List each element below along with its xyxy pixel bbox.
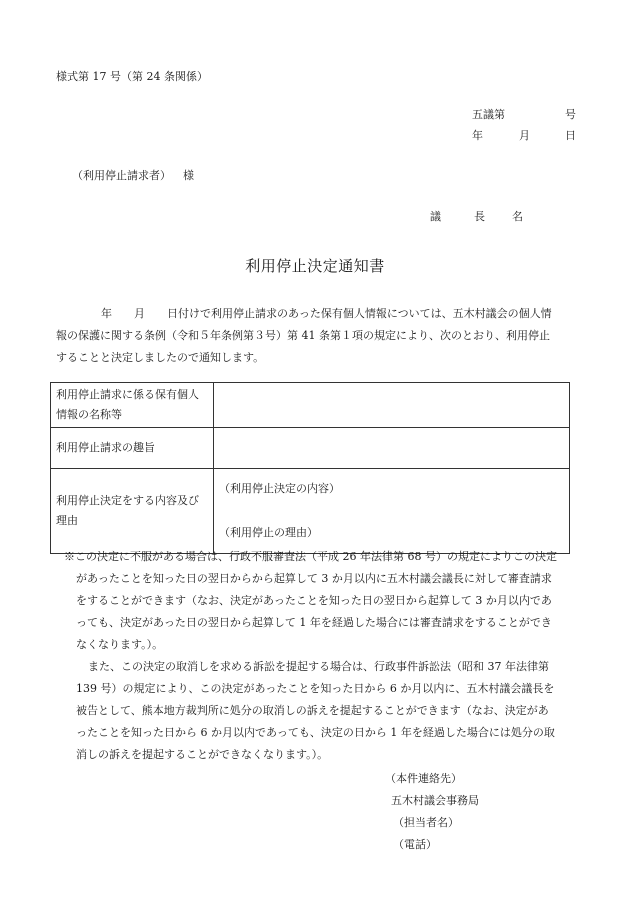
- body-paragraph: [56, 303, 576, 369]
- notice-line: 被告として、熊本地方裁判所に処分の取消しの訴えを提起することができます（なお、決定があ: [76, 704, 549, 717]
- notice-line: 139 号）の規定により、この決定があったことを知った日から 6 か月以内に、五木村議会議長を: [76, 682, 555, 695]
- table-row: [51, 428, 570, 469]
- row-label-information-name: 利用停止請求に係る保有個人 情報の名称等: [51, 383, 214, 428]
- contact-phone: （電話）: [393, 838, 437, 851]
- body-line-1: 年 月 日付けで利用停止請求のあった保有個人情報については、五木村議会の個人情: [101, 307, 552, 320]
- body-line-3: することと決定しましたので通知します。: [56, 351, 265, 364]
- contact-office: 五木村議会事務局: [391, 794, 479, 807]
- decision-table: [50, 382, 570, 554]
- contact-heading: （本件連絡先）: [385, 772, 462, 785]
- row-value-request-purpose: [214, 428, 570, 469]
- row-value-information-name: [214, 383, 570, 428]
- document-title: 利用停止決定通知書: [245, 257, 385, 275]
- sender-chair-char-3: 名: [512, 210, 523, 223]
- body-line-2: 報の保護に関する条例（令和５年条例第３号）第 41 条第１項の規定により、次のとおり、利用停止: [56, 329, 550, 342]
- date-year: 年: [472, 129, 483, 142]
- reference-number-prefix: 五議第: [472, 108, 505, 121]
- form-number: 様式第 17 号（第 24 条関係）: [56, 70, 208, 83]
- notice-line: 消しの訴えを提起することができなくなります。）。: [76, 748, 329, 761]
- notice-line: ※この決定に不服がある場合は、行政不服審査法（平成 26 年法律第 68 号）の規定によりこの決定: [64, 550, 557, 563]
- recipient-name: （利用停止請求者）: [72, 169, 171, 182]
- sender-chair-char-2: 長: [474, 210, 485, 223]
- appeal-notice: [56, 546, 586, 766]
- sender-chair-char-1: 議: [430, 210, 441, 223]
- row-value-decision-reason: （利用停止決定の内容） （利用停止の理由）: [214, 469, 570, 554]
- recipient-honorific: 様: [183, 169, 194, 182]
- row-label-decision-reason: 利用停止決定をする内容及び 理由: [51, 469, 214, 554]
- notice-line: っても、決定があった日の翌日から起算して 1 年を経過した場合には審査請求をすることができ: [76, 616, 552, 629]
- notice-line: ったことを知った日から 6 か月以内であっても、決定の日から 1 年を経過した場合には処分の取: [76, 726, 555, 739]
- reference-number-suffix: 号: [565, 108, 576, 121]
- date-day: 日: [565, 129, 576, 142]
- notice-line: をすることができます（なお、決定があったことを知った日の翌日から起算して 3 か月以内であ: [76, 594, 552, 607]
- notice-line: なくなります。）。: [76, 638, 164, 651]
- date-month: 月: [519, 129, 530, 142]
- notice-line: があったことを知った日の翌日からから起算して 3 か月以内に五木村議会議長に対して審査請求: [76, 572, 552, 585]
- table-row: [51, 469, 570, 554]
- table-row: [51, 383, 570, 428]
- row-label-request-purpose: 利用停止請求の趣旨: [51, 428, 214, 469]
- contact-person: （担当者名）: [393, 816, 459, 829]
- notice-line: また、この決定の取消しを求める訴訟を提起する場合は、行政事件訴訟法（昭和 37 年法律第: [88, 660, 549, 673]
- contact-block: [385, 768, 479, 856]
